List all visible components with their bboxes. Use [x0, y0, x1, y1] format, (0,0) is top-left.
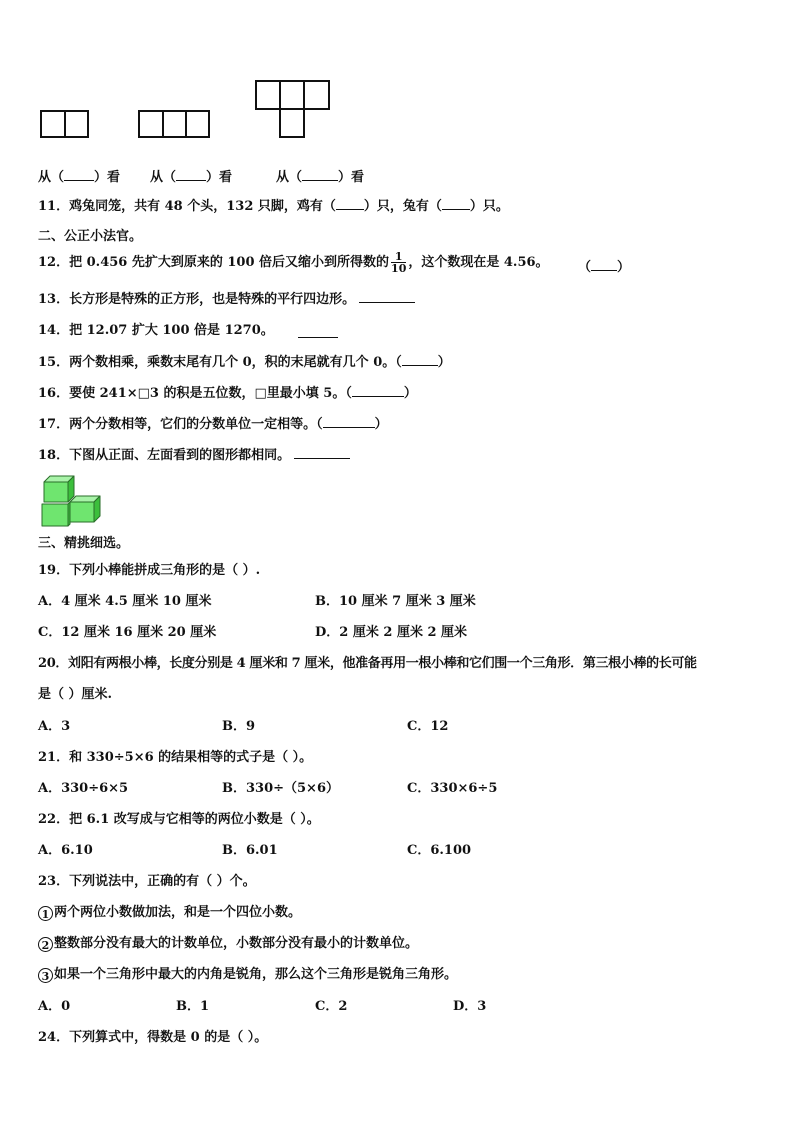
view-label-text: 从（ — [38, 170, 65, 185]
question-text: 16．要使 241×□3 的积是五位数，□里最小填 5。（ — [38, 386, 352, 401]
circled-number: 1 — [38, 906, 53, 921]
question-14 — [38, 322, 274, 340]
section-3-heading: 三、精挑细选。 — [38, 536, 130, 551]
answer-blank[interactable] — [336, 197, 364, 210]
answer-blank[interactable] — [442, 197, 470, 210]
option-a[interactable]: A．0 — [38, 999, 71, 1014]
option-d[interactable]: D．3 — [453, 999, 487, 1014]
paren: （ — [578, 260, 592, 275]
square — [279, 80, 305, 110]
square — [185, 110, 210, 138]
option-b[interactable]: B．330÷（5×6） — [222, 781, 340, 796]
question-20-cont: 是（ ）厘米. — [38, 687, 113, 702]
question-22: 22．把 6.1 改写成与它相等的两位小数是（ ）。 — [38, 812, 320, 827]
option-c[interactable]: C．12 厘米 16 厘米 20 厘米 — [38, 625, 217, 640]
fraction-denominator: 10 — [391, 262, 407, 275]
answer-blank[interactable] — [64, 168, 94, 181]
square — [279, 108, 305, 138]
view-label-middle — [150, 166, 232, 185]
view-label-text: ）看 — [94, 170, 121, 185]
option-c[interactable]: C．330×6÷5 — [407, 781, 498, 796]
option-a[interactable]: A．6.10 — [38, 843, 93, 858]
question-text: ） — [403, 386, 417, 401]
question-text: 18．下图从正面、左面看到的图形都相同。 — [38, 448, 291, 463]
question-19: 19．下列小棒能拼成三角形的是（ ）. — [38, 563, 261, 578]
question-18 — [38, 446, 350, 465]
answer-blank[interactable] — [298, 325, 338, 338]
view-label-text: ）看 — [338, 170, 365, 185]
option-c[interactable]: C．12 — [407, 719, 449, 734]
option-b[interactable]: B．1 — [176, 999, 210, 1014]
option-b[interactable]: B．10 厘米 7 厘米 3 厘米 — [315, 594, 476, 609]
square — [40, 110, 66, 138]
question-23: 23．下列说法中，正确的有（ ）个。 — [38, 874, 256, 889]
cube-face — [70, 502, 94, 522]
answer-blank[interactable] — [323, 415, 375, 428]
statement-1 — [38, 904, 301, 922]
cube-face — [68, 502, 70, 526]
view-label-left — [38, 166, 120, 185]
statement-3 — [38, 966, 457, 984]
option-a[interactable]: A．4 厘米 4.5 厘米 10 厘米 — [38, 594, 212, 609]
square — [162, 110, 187, 138]
question-text: ） — [374, 417, 388, 432]
question-15 — [38, 353, 451, 372]
option-b[interactable]: B．9 — [222, 719, 256, 734]
cube-face — [42, 504, 68, 526]
question-21: 21．和 330÷5×6 的结果相等的式子是（ ）。 — [38, 750, 313, 765]
option-a[interactable]: A．330÷6×5 — [38, 781, 129, 796]
square — [255, 80, 281, 110]
cube-face — [44, 482, 68, 502]
question-text: 14．把 12.07 扩大 100 倍是 1270。 — [38, 323, 274, 338]
option-c[interactable]: C．2 — [315, 999, 348, 1014]
question-text: ） — [437, 355, 451, 370]
question-13 — [38, 290, 415, 309]
statement-2 — [38, 935, 418, 953]
answer-blank[interactable] — [176, 168, 206, 181]
circled-number: 3 — [38, 968, 53, 983]
square — [64, 110, 89, 138]
option-b[interactable]: B．6.01 — [222, 843, 278, 858]
view-label-text: 从（ — [150, 170, 177, 185]
option-d[interactable]: D．2 厘米 2 厘米 2 厘米 — [315, 625, 468, 640]
answer-blank[interactable] — [302, 168, 338, 181]
view-label-text: 从（ — [276, 170, 303, 185]
answer-blank[interactable] — [359, 290, 415, 303]
question-text: 15．两个数相乘，乘数末尾有几个 0，积的末尾就有几个 0。（ — [38, 355, 402, 370]
question-20: 20．刘阳有两根小棒，长度分别是 4 厘米和 7 厘米，他准备再用一根小棒和它们围一个三角形．第三根小棒的长可能 — [38, 656, 697, 671]
question-text: ）只，兔有（ — [363, 199, 442, 214]
question-12 — [38, 250, 549, 276]
question-16 — [38, 384, 417, 403]
option-c[interactable]: C．6.100 — [407, 843, 472, 858]
question-text: ，这个数现在是 4.56。 — [408, 255, 549, 270]
fraction-numerator: 1 — [391, 251, 406, 263]
answer-blank[interactable] — [591, 258, 617, 271]
statement-text: 两个两位小数做加法，和是一个四位小数。 — [54, 905, 302, 920]
option-a[interactable]: A．3 — [38, 719, 71, 734]
question-text: 17．两个分数相等，它们的分数单位一定相等。（ — [38, 417, 323, 432]
question-17 — [38, 415, 388, 434]
fraction — [391, 251, 406, 274]
circled-number: 2 — [38, 937, 53, 952]
paren: ） — [617, 260, 631, 275]
square — [138, 110, 164, 138]
question-11 — [38, 197, 509, 216]
answer-blank[interactable] — [294, 446, 350, 459]
cube-figure — [40, 474, 104, 528]
section-2-heading: 二、公正小法官。 — [38, 229, 143, 244]
question-text: 13．长方形是特殊的正方形，也是特殊的平行四边形。 — [38, 292, 356, 307]
answer-blank[interactable] — [402, 353, 438, 366]
answer-paren-12 — [578, 256, 630, 275]
view-label-right — [276, 166, 364, 185]
question-text: 12．把 0.456 先扩大到原来的 100 倍后又缩小到所得数的 — [38, 255, 390, 270]
answer-blank[interactable] — [352, 384, 404, 397]
statement-text: 如果一个三角形中最大的内角是锐角，那么这个三角形是锐角三角形。 — [54, 967, 458, 982]
square — [303, 80, 330, 110]
question-24: 24．下列算式中，得数是 0 的是（ ）。 — [38, 1030, 268, 1045]
statement-text: 整数部分没有最大的计数单位，小数部分没有最小的计数单位。 — [54, 936, 419, 951]
question-text: ）只。 — [469, 199, 509, 214]
view-label-text: ）看 — [206, 170, 233, 185]
question-text: 11．鸡兔同笼，共有 48 个头，132 只脚，鸡有（ — [38, 199, 336, 214]
